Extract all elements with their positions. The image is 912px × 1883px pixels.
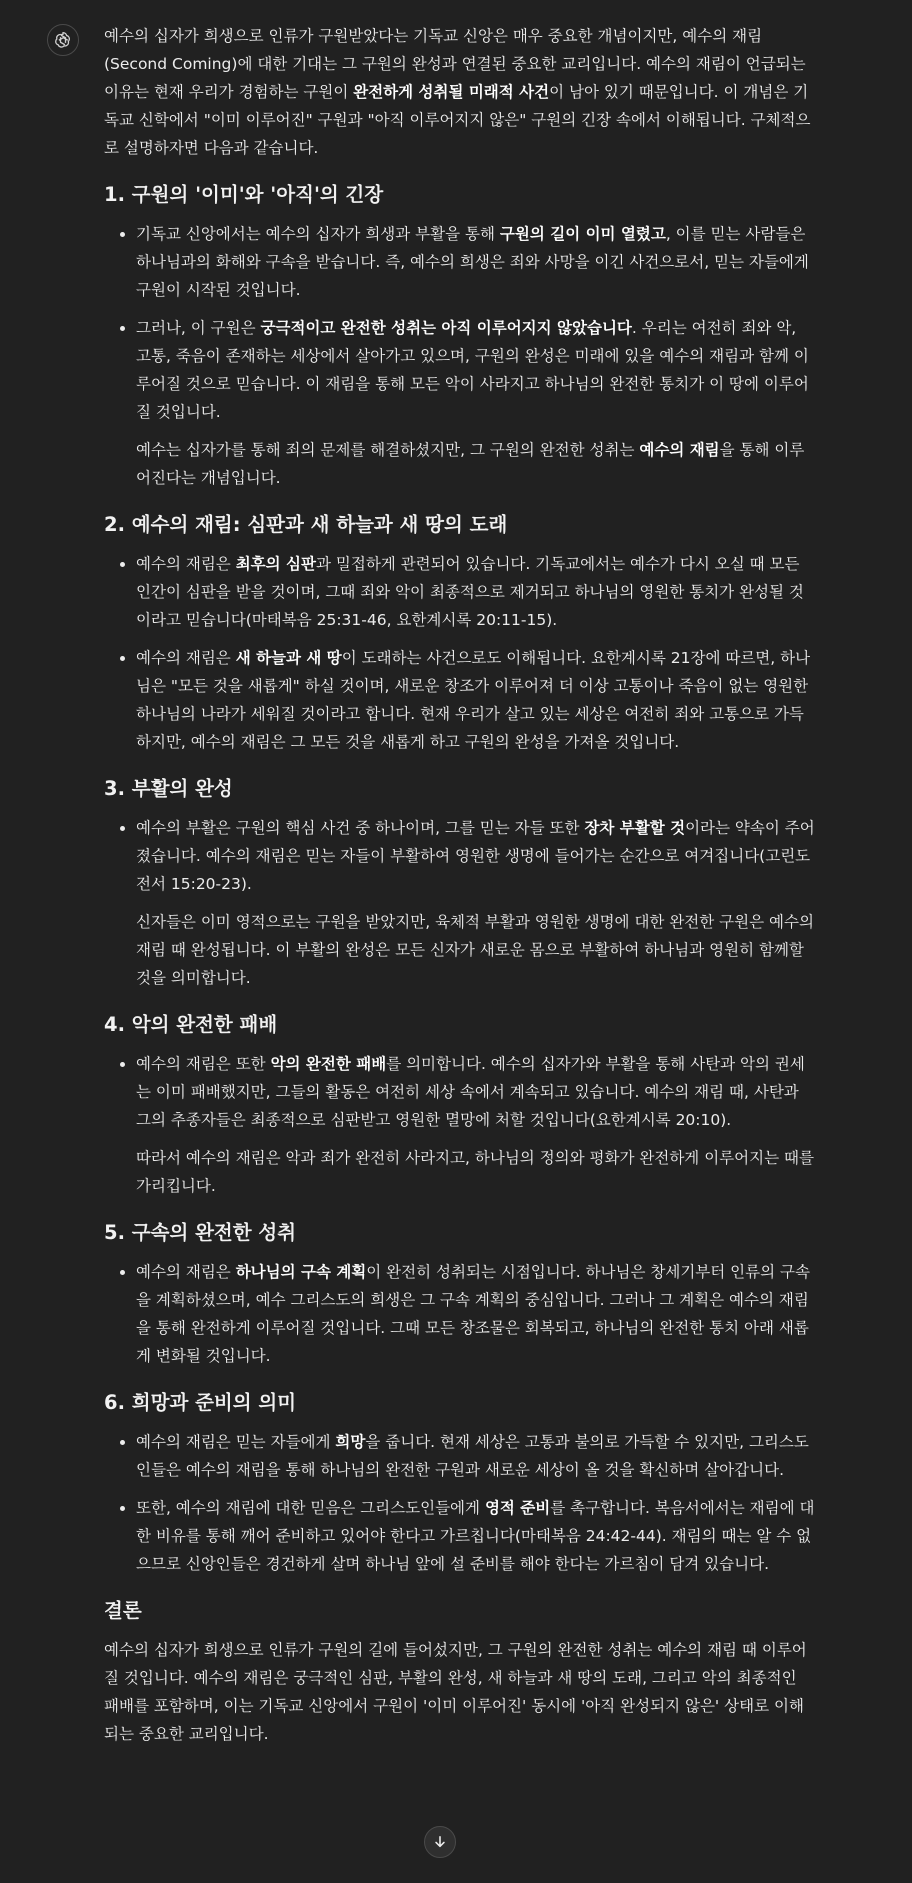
- bold-text: 새 하늘과 새 땅: [235, 649, 342, 667]
- list-item: [136, 550, 816, 634]
- arrow-down-icon: [433, 1835, 447, 1849]
- text-run: 과 밀접하게 관련되어 있습니다. 기독교에서는 예수가 다시 오실 때 모든 인간이 심판을 받을 것이며, 그때 죄와 악이 최종적으로 제거되고 하나님의 영원한 통치가 완성될 것이라고 믿습니다(마태복음 25:31-46, 요한계시록 20:11-15).: [136, 555, 804, 629]
- text-run: , 이를 믿는 사람들은 하나님과의 화해와 구속을 받습니다. 즉, 예수의 희생은 죄와 사망을 이긴 사건으로서, 믿는 자들에게 구원이 시작된 것입니다.: [136, 225, 809, 299]
- list-item: [136, 314, 816, 426]
- bullet-list: [104, 550, 816, 756]
- text-run: 이 남아 있기 때문입니다. 이 개념은 기독교 신학에서 "이미 이루어진" 구원과 "아직 이루어지지 않은" 구원의 긴장 속에서 이해됩니다. 구체적으로 설명하자면 다음과 같습니다.: [104, 83, 811, 157]
- list-item: [136, 1050, 816, 1134]
- bullet-list: [104, 1050, 816, 1134]
- scroll-to-bottom-button[interactable]: [424, 1826, 456, 1858]
- indented-paragraph: [104, 436, 816, 492]
- text-run: 또한, 예수의 재림에 대한 믿음은 그리스도인들에게: [136, 1499, 485, 1517]
- bold-text: 궁극적이고 완전한 성취는 아직 이루어지지 않았습니다: [260, 319, 632, 337]
- assistant-message: [104, 22, 816, 1760]
- text-run: 기독교 신앙에서는 예수의 십자가 희생과 부활을 통해: [136, 225, 500, 243]
- indented-paragraph: [104, 908, 816, 992]
- section-heading: 6. 희망과 준비의 의미: [104, 1391, 297, 1414]
- conclusion-heading: 결론: [104, 1599, 142, 1622]
- bold-text: 하나님의 구속 계획: [235, 1263, 367, 1281]
- list-item: [136, 1428, 816, 1484]
- list-item: [136, 1258, 816, 1370]
- conclusion-paragraph: 예수의 십자가 희생으로 인류가 구원의 길에 들어섰지만, 그 구원의 완전한 성취는 예수의 재림 때 이루어질 것입니다. 예수의 재림은 궁극적인 심판, 부활의 완성, 새 하늘과 새 땅의 도래, 그리고 악의 최종적인 패배를 포함하며, 이는 기독교 신앙에서 구원이 '이미 이루어진' 동시에 '아직 완성되지 않은' 상태로 이해되는 중요한 교리입니다.: [104, 1641, 807, 1743]
- bold-text: 최후의 심판: [235, 555, 316, 573]
- bullet-list: [104, 220, 816, 426]
- bold-text: 완전하게 성취될 미래적 사건: [353, 83, 550, 101]
- section-heading: 5. 구속의 완전한 성취: [104, 1221, 297, 1244]
- text-run: 그러나, 이 구원은: [136, 319, 261, 337]
- text-run: . 우리는 여전히 죄와 악, 고통, 죽음이 존재하는 세상에서 살아가고 있으며, 구원의 완성은 미래에 있을 예수의 재림과 함께 이루어질 것으로 믿습니다. 이 재림을 통해 모든 악이 사라지고 하나님의 완전한 통치가 이 땅에 이루어질 것입니다.: [136, 319, 809, 421]
- section-heading: 1. 구원의 '이미'와 '아직'의 긴장: [104, 183, 384, 206]
- section-heading: 2. 예수의 재림: 심판과 새 하늘과 새 땅의 도래: [104, 513, 508, 536]
- section-heading: 3. 부활의 완성: [104, 777, 233, 800]
- section-heading: 4. 악의 완전한 패배: [104, 1013, 278, 1036]
- text-run: 를 촉구합니다. 복음서에서는 재림에 대한 비유를 통해 깨어 준비하고 있어야 한다고 가르칩니다(마태복음 24:42-44). 재림의 때는 알 수 없으므로 신앙인들은 경건하게 살며 하나님 앞에 설 준비를 해야 한다는 가르침이 담겨 있습니다.: [136, 1499, 815, 1573]
- list-item: [136, 220, 816, 304]
- bullet-list: [104, 1428, 816, 1578]
- bold-text: 영적 준비: [484, 1499, 551, 1517]
- assistant-avatar: [47, 24, 79, 56]
- text-run: 예수의 재림은: [136, 649, 236, 667]
- section-list: [104, 180, 816, 1578]
- text-run: 예수의 십자가 희생으로 인류가 구원받았다는 기독교 신앙은 매우 중요한 개념이지만, 예수의 재림(Second Coming)에 대한 기대는 그 구원의 완성과 연결된 중요한 교리입니다. 예수의 재림이 언급되는 이유는 현재 우리가 경험하는 구원이: [104, 27, 806, 101]
- bold-text: 희망: [335, 1433, 366, 1451]
- text-run: 예수의 재림은 또한: [136, 1055, 271, 1073]
- bold-text: 장차 부활할 것: [584, 819, 686, 837]
- text-run: 예수의 부활은 구원의 핵심 사건 중 하나이며, 그를 믿는 자들 또한: [136, 819, 585, 837]
- text-run: 신자들은 이미 영적으로는 구원을 받았지만, 육체적 부활과 영원한 생명에 대한 완전한 구원은 예수의 재림 때 완성됩니다. 이 부활의 완성은 모든 신자가 새로운 몸으로 부활하여 하나님과 영원히 함께할 것을 의미합니다.: [136, 913, 814, 987]
- openai-logo-icon: [53, 30, 73, 50]
- text-run: 따라서 예수의 재림은 악과 죄가 완전히 사라지고, 하나님의 정의와 평화가 완전하게 이루어지는 때를 가리킵니다.: [136, 1149, 814, 1195]
- bullet-list: [104, 1258, 816, 1370]
- list-item: [136, 644, 816, 756]
- text-run: 예수의 재림은: [136, 555, 236, 573]
- list-item: [136, 814, 816, 898]
- text-run: 예수는 십자가를 통해 죄의 문제를 해결하셨지만, 그 구원의 완전한 성취는: [136, 441, 640, 459]
- text-run: 을 줍니다. 현재 세상은 고통과 불의로 가득할 수 있지만, 그리스도인들은 예수의 재림을 통해 하나님의 완전한 구원과 새로운 세상이 올 것을 확신하며 살아갑니다.: [136, 1433, 809, 1479]
- text-run: 을 통해 이루어진다는 개념입니다.: [136, 441, 805, 487]
- text-run: 예수의 재림은 믿는 자들에게: [136, 1433, 336, 1451]
- bullet-list: [104, 814, 816, 898]
- text-run: 를 의미합니다. 예수의 십자가와 부활을 통해 사탄과 악의 권세는 이미 패배했지만, 그들의 활동은 여전히 세상 속에서 계속되고 있습니다. 예수의 재림 때, 사탄과 그의 추종자들은 최종적으로 심판받고 영원한 멸망에 처할 것입니다(요한계시록 20:10).: [136, 1055, 805, 1129]
- bold-text: 예수의 재림: [639, 441, 720, 459]
- list-item: [136, 1494, 816, 1578]
- text-run: 이 도래하는 사건으로도 이해됩니다. 요한계시록 21장에 따르면, 하나님은 "모든 것을 새롭게" 하실 것이며, 새로운 창조가 이루어져 더 이상 고통이나 죽음이 없는 영원한 하나님의 나라가 세워질 것이라고 합니다. 현재 우리가 살고 있는 세상은 여전히 죄와 고통으로 가득하지만, 예수의 재림은 그 모든 것을 새롭게 하고 구원의 완성을 가져올 것입니다.: [136, 649, 811, 751]
- bold-text: 악의 완전한 패배: [270, 1055, 387, 1073]
- bold-text: 구원의 길이 이미 열렸고: [499, 225, 666, 243]
- indented-paragraph: [104, 1144, 816, 1200]
- text-run: 이라는 약속이 주어졌습니다. 예수의 재림은 믿는 자들이 부활하여 영원한 생명에 들어가는 순간으로 여겨집니다(고린도전서 15:20-23).: [136, 819, 815, 893]
- bottom-fade: [0, 1871, 912, 1883]
- intro-paragraph: [104, 22, 816, 162]
- text-run: 이 완전히 성취되는 시점입니다. 하나님은 창세기부터 인류의 구속을 계획하셨으며, 예수 그리스도의 희생은 그 구속 계획의 중심입니다. 그러나 그 계획은 예수의 재림을 통해 완전하게 이루어질 것입니다. 그때 모든 창조물은 회복되고, 하나님의 완전한 통치 아래 새롭게 변화될 것입니다.: [136, 1263, 810, 1365]
- text-run: 예수의 재림은: [136, 1263, 236, 1281]
